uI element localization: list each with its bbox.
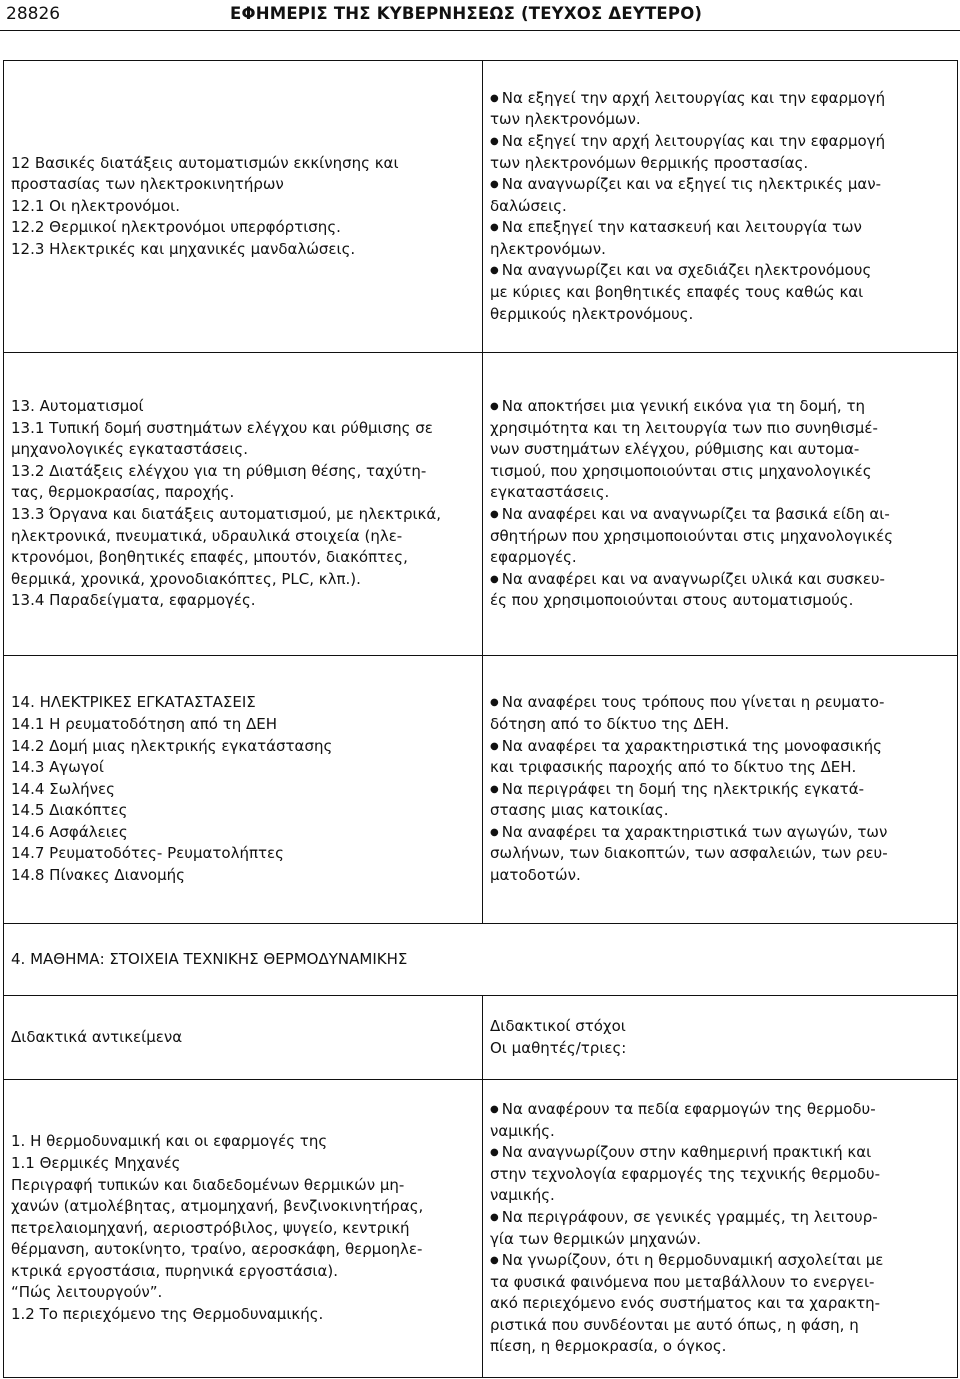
goal-bullet-item bbox=[490, 88, 950, 110]
goal-line bbox=[490, 304, 950, 326]
goal-line bbox=[490, 1164, 950, 1186]
goal-line bbox=[490, 153, 950, 175]
goal-text: Διδακτικοί στόχοι bbox=[490, 1016, 626, 1035]
learning-goals-cell bbox=[483, 353, 958, 656]
goal-line bbox=[490, 1185, 950, 1207]
goal-line bbox=[490, 282, 950, 304]
goal-line bbox=[490, 1336, 950, 1358]
goal-line bbox=[490, 1016, 950, 1038]
goal-text: τισμού, που χρησιμοποιούνται στις μηχανολογικές bbox=[490, 461, 872, 480]
topic-line: θέρμανση, αυτοκίνητο, τραίνο, αεροσκάφη, θερμοηλε- bbox=[11, 1240, 423, 1259]
topic-line: θερμικά, χρονικά, χρονοδιακόπτες, PLC, κλπ.). bbox=[11, 569, 361, 588]
topic-line: 14.6 Ασφάλειες bbox=[11, 822, 128, 841]
topic-line: 14.5 Διακόπτες bbox=[11, 801, 128, 820]
goal-line bbox=[490, 439, 950, 461]
goal-bullet-item bbox=[490, 217, 950, 239]
goal-text: ναμικής. bbox=[490, 1186, 555, 1205]
goal-line bbox=[490, 865, 950, 887]
gazette-title: ΕΦΗΜΕΡΙΣ ΤΗΣ ΚΥΒΕΡΝΗΣΕΩΣ (ΤΕΥΧΟΣ ΔΕΥΤΕΡΟ) bbox=[230, 4, 703, 23]
goal-bullet-item bbox=[490, 1207, 950, 1229]
goal-line bbox=[490, 196, 950, 218]
topic-line: “Πώς λειτουργούν”. bbox=[11, 1283, 163, 1302]
bullet-icon: ● bbox=[490, 1255, 499, 1267]
goal-line bbox=[490, 1293, 950, 1315]
learning-goals-cell bbox=[483, 61, 958, 353]
topic-line: 1.1 Θερμικές Μηχανές bbox=[11, 1153, 181, 1172]
curriculum-table bbox=[3, 60, 958, 1378]
topic-line: 1. Η θερμοδυναμική και οι εφαρμογές της bbox=[11, 1132, 328, 1151]
goal-line bbox=[490, 714, 950, 736]
goal-text: Να εξηγεί την αρχή λειτουργίας και την εφαρμογή bbox=[501, 131, 886, 150]
goal-text: Να αναφέρει τα χαρακτηριστικά των αγωγών, των bbox=[501, 822, 888, 841]
course-heading: 4. ΜΑΘΗΜΑ: ΣΤΟΙΧΕΙΑ ΤΕΧΝΙΚΗΣ ΘΕΡΜΟΔΥΝΑΜΙΚΗΣ bbox=[11, 949, 408, 968]
goal-text: Να αποκτήσει μια γενική εικόνα για τη δομή, τη bbox=[501, 397, 866, 416]
topic-line: 12.2 Θερμικοί ηλεκτρονόμοι υπερφόρτισης. bbox=[11, 218, 341, 237]
goal-line bbox=[490, 590, 950, 612]
goal-text: Να αναφέρει τα χαρακτηριστικά της μονοφασικής bbox=[501, 736, 882, 755]
goal-line bbox=[490, 418, 950, 440]
goal-bullet-item bbox=[490, 569, 950, 591]
goal-text: Να γνωρίζουν, ότι η θερμοδυναμική ασχολείται με bbox=[501, 1251, 884, 1270]
goal-text: δαλώσεις. bbox=[490, 196, 567, 215]
goal-text: ματοδοτών. bbox=[490, 866, 581, 885]
bullet-icon: ● bbox=[490, 740, 499, 752]
bullet-icon: ● bbox=[490, 222, 499, 234]
goal-line bbox=[490, 239, 950, 261]
goal-line bbox=[490, 1229, 950, 1251]
topic-line: κτρικά εργοστάσια, πυρηνικά εργοστάσια). bbox=[11, 1261, 338, 1280]
goal-text: Να αναφέρουν τα πεδία εφαρμογών της θερμοδυ- bbox=[501, 1099, 876, 1118]
bullet-icon: ● bbox=[490, 1147, 499, 1159]
topic-line: 14.4 Σωλήνες bbox=[11, 779, 115, 798]
goal-line bbox=[490, 1315, 950, 1337]
table-row bbox=[4, 1080, 958, 1378]
goal-line bbox=[490, 526, 950, 548]
goal-text: σωλήνων, των διακοπτών, των ασφαλειών, των ρευ- bbox=[490, 844, 888, 863]
goal-bullet-item bbox=[490, 131, 950, 153]
bullet-icon: ● bbox=[490, 826, 499, 838]
goal-text: Να αναγνωρίζει και να σχεδιάζει ηλεκτρονόμους bbox=[501, 261, 872, 280]
learning-objects-cell bbox=[4, 656, 483, 924]
goal-text: ηλεκτρονόμων. bbox=[490, 239, 606, 258]
table-row bbox=[4, 656, 958, 924]
goal-text: σθητήρων που χρησιμοποιούνται στις μηχανολογικές bbox=[490, 526, 893, 545]
goal-bullet-item bbox=[490, 736, 950, 758]
topic-line: μηχανολογικές εγκαταστάσεις. bbox=[11, 440, 249, 459]
goal-text: Να περιγράφει τη δομή της ηλεκτρικής εγκατά- bbox=[501, 779, 864, 798]
goal-bullet-item bbox=[490, 260, 950, 282]
goal-text: Να αναφέρει και να αναγνωρίζει τα βασικά είδη αι- bbox=[501, 505, 890, 523]
topic-line: 13.2 Διατάξεις ελέγχου για τη ρύθμιση θέσης, ταχύτη- bbox=[11, 461, 427, 480]
topic-line: προστασίας των ηλεκτροκινητήρων bbox=[11, 175, 284, 194]
goal-bullet-item bbox=[490, 504, 950, 526]
goal-bullet-item bbox=[490, 1142, 950, 1164]
topic-line: κτρονόμοι, βοηθητικές επαφές, μπουτόν, διακόπτες, bbox=[11, 548, 408, 567]
goal-text: Να αναφέρει και να αναγνωρίζει υλικά και συσκευ- bbox=[501, 569, 885, 588]
learning-objects-cell bbox=[4, 353, 483, 656]
goal-bullet-item bbox=[490, 822, 950, 844]
topic-line: 14. ΗΛΕΚΤΡΙΚΕΣ ΕΓΚΑΤΑΣΤΑΣΕΙΣ bbox=[11, 693, 256, 712]
bullet-icon: ● bbox=[490, 401, 499, 413]
table-row bbox=[4, 996, 958, 1080]
topic-line: 13. Αυτοματισμοί bbox=[11, 397, 144, 416]
table-row bbox=[4, 61, 958, 353]
topic-line: 12.3 Ηλεκτρικές και μηχανικές μανδαλώσεις. bbox=[11, 239, 356, 258]
learning-objects-cell bbox=[4, 1080, 483, 1378]
goal-bullet-item bbox=[490, 779, 950, 801]
topic-line: 14.8 Πίνακες Διανομής bbox=[11, 866, 185, 885]
goal-bullet-item bbox=[490, 692, 950, 714]
topic-line: 13.1 Τυπική δομή συστημάτων ελέγχου και ρύθμισης σε bbox=[11, 418, 433, 437]
goal-line bbox=[490, 1121, 950, 1143]
goal-text: γία των θερμικών μηχανών. bbox=[490, 1229, 702, 1248]
goal-bullet-item bbox=[490, 396, 950, 418]
goal-text: θερμικούς ηλεκτρονόμους. bbox=[490, 304, 694, 323]
page-number: 28826 bbox=[6, 4, 61, 24]
goal-text: εφαρμογές. bbox=[490, 548, 577, 567]
goal-text: πίεση, η θερμοκρασία, ο όγκος. bbox=[490, 1337, 727, 1356]
goal-text: νων συστημάτων ελέγχου, ρύθμισης και αυτομα- bbox=[490, 440, 860, 459]
table-row bbox=[4, 353, 958, 656]
topic-line: 12.1 Οι ηλεκτρονόμοι. bbox=[11, 196, 180, 215]
topic-line: Περιγραφή τυπικών και διαδεδομένων θερμικών μη- bbox=[11, 1175, 405, 1194]
topic-line: 14.1 Η ρευματοδότηση από τη ΔΕΗ bbox=[11, 714, 278, 733]
bullet-icon: ● bbox=[490, 1103, 499, 1115]
goal-line bbox=[490, 1272, 950, 1294]
goal-text: και τριφασικής παροχής από το δίκτυο της ΔΕΗ. bbox=[490, 758, 857, 777]
goal-text: ριστικά που συνδέονται με αυτό όπως, η φάση, η bbox=[490, 1315, 859, 1334]
goal-text: Να περιγράφουν, σε γενικές γραμμές, τη λειτουρ- bbox=[501, 1207, 878, 1226]
topic-line: 12 Βασικές διατάξεις αυτοματισμών εκκίνησης και bbox=[11, 153, 399, 172]
goal-bullet-item bbox=[490, 174, 950, 196]
goal-line bbox=[490, 1038, 950, 1060]
goal-line bbox=[490, 461, 950, 483]
table-row bbox=[4, 924, 958, 996]
goal-text: ακό περιεχόμενο ενός συστήματος και τα χαρακτη- bbox=[490, 1294, 881, 1313]
topic-line: 14.3 Αγωγοί bbox=[11, 758, 104, 777]
goal-text: Να επεξηγεί την κατασκευή και λειτουργία των bbox=[501, 218, 862, 237]
goal-text: εγκαταστάσεις. bbox=[490, 483, 610, 502]
goal-line bbox=[490, 757, 950, 779]
bullet-icon: ● bbox=[490, 265, 499, 277]
goal-text: των ηλεκτρονόμων. bbox=[490, 110, 641, 129]
bullet-icon: ● bbox=[490, 783, 499, 795]
learning-goals-cell bbox=[483, 656, 958, 924]
goal-text: ές που χρησιμοποιούνται στους αυτοματισμούς. bbox=[490, 591, 854, 610]
goal-line bbox=[490, 547, 950, 569]
column-header-cell bbox=[4, 996, 483, 1080]
bullet-icon: ● bbox=[490, 1211, 499, 1223]
bullet-icon: ● bbox=[490, 92, 499, 104]
goal-text: με κύριες και βοηθητικές επαφές τους καθώς και bbox=[490, 283, 864, 302]
goal-text: των ηλεκτρονόμων θερμικής προστασίας. bbox=[490, 153, 809, 172]
goal-text: χρησιμότητα και τη λειτουργία των πιο συνηθισμέ- bbox=[490, 418, 878, 437]
topic-line: 13.3 Όργανα και διατάξεις αυτοματισμού, με ηλεκτρικά, bbox=[11, 505, 442, 523]
goal-text: δότηση από το δίκτυο της ΔΕΗ. bbox=[490, 714, 730, 733]
learning-goals-cell bbox=[483, 1080, 958, 1378]
goal-text: Να αναγνωρίζει και να εξηγεί τις ηλεκτρικές μαν- bbox=[501, 175, 882, 194]
goal-bullet-item bbox=[490, 1250, 950, 1272]
topic-line: 13.4 Παραδείγματα, εφαρμογές. bbox=[11, 591, 256, 610]
course-heading-cell bbox=[4, 924, 958, 996]
goal-text: τα φυσικά φαινόμενα που μεταβάλλουν το ενεργει- bbox=[490, 1272, 875, 1291]
goal-line bbox=[490, 482, 950, 504]
goal-bullet-item bbox=[490, 1099, 950, 1121]
topic-line: τας, θερμοκρασίας, παροχής. bbox=[11, 483, 235, 502]
bullet-icon: ● bbox=[490, 697, 499, 709]
goal-text: Να εξηγεί την αρχή λειτουργίας και την εφαρμογή bbox=[501, 88, 886, 107]
goal-line bbox=[490, 843, 950, 865]
topic-line: πετρελαιομηχανή, αεριοστρόβιλος, ψυγείο, κεντρική bbox=[11, 1218, 410, 1237]
page-header bbox=[0, 0, 960, 31]
column-header-cell bbox=[483, 996, 958, 1080]
bullet-icon: ● bbox=[490, 573, 499, 585]
learning-objects-cell bbox=[4, 61, 483, 353]
goal-text: Οι μαθητές/τριες: bbox=[490, 1038, 627, 1057]
goal-text: Να αναφέρει τους τρόπους που γίνεται η ρευματο- bbox=[501, 693, 885, 712]
topic-line: χανών (ατμολέβητας, ατμομηχανή, βενζινοκινητήρας, bbox=[11, 1197, 424, 1216]
topic-line: 14.7 Ρευματοδότες- Ρευματολήπτες bbox=[11, 844, 284, 863]
topic-line: 14.2 Δομή μιας ηλεκτρικής εγκατάστασης bbox=[11, 736, 333, 755]
goal-text: ναμικής. bbox=[490, 1121, 555, 1140]
bullet-icon: ● bbox=[490, 509, 499, 520]
topic-line: 1.2 Το περιεχόμενο της Θερμοδυναμικής. bbox=[11, 1305, 324, 1324]
bullet-icon: ● bbox=[490, 135, 499, 147]
topic-line: Διδακτικά αντικείμενα bbox=[11, 1027, 183, 1046]
goal-text: στασης μιας κατοικίας. bbox=[490, 801, 669, 820]
goal-line bbox=[490, 800, 950, 822]
goal-line bbox=[490, 109, 950, 131]
goal-text: Να αναγνωρίζουν στην καθημερινή πρακτική και bbox=[501, 1143, 872, 1162]
goal-text: στην τεχνολογία εφαρμογές της τεχνικής θερμοδυ- bbox=[490, 1164, 880, 1183]
topic-line: ηλεκτρονικά, πνευματικά, υδραυλικά στοιχεία (ηλε- bbox=[11, 526, 403, 545]
bullet-icon: ● bbox=[490, 179, 499, 191]
